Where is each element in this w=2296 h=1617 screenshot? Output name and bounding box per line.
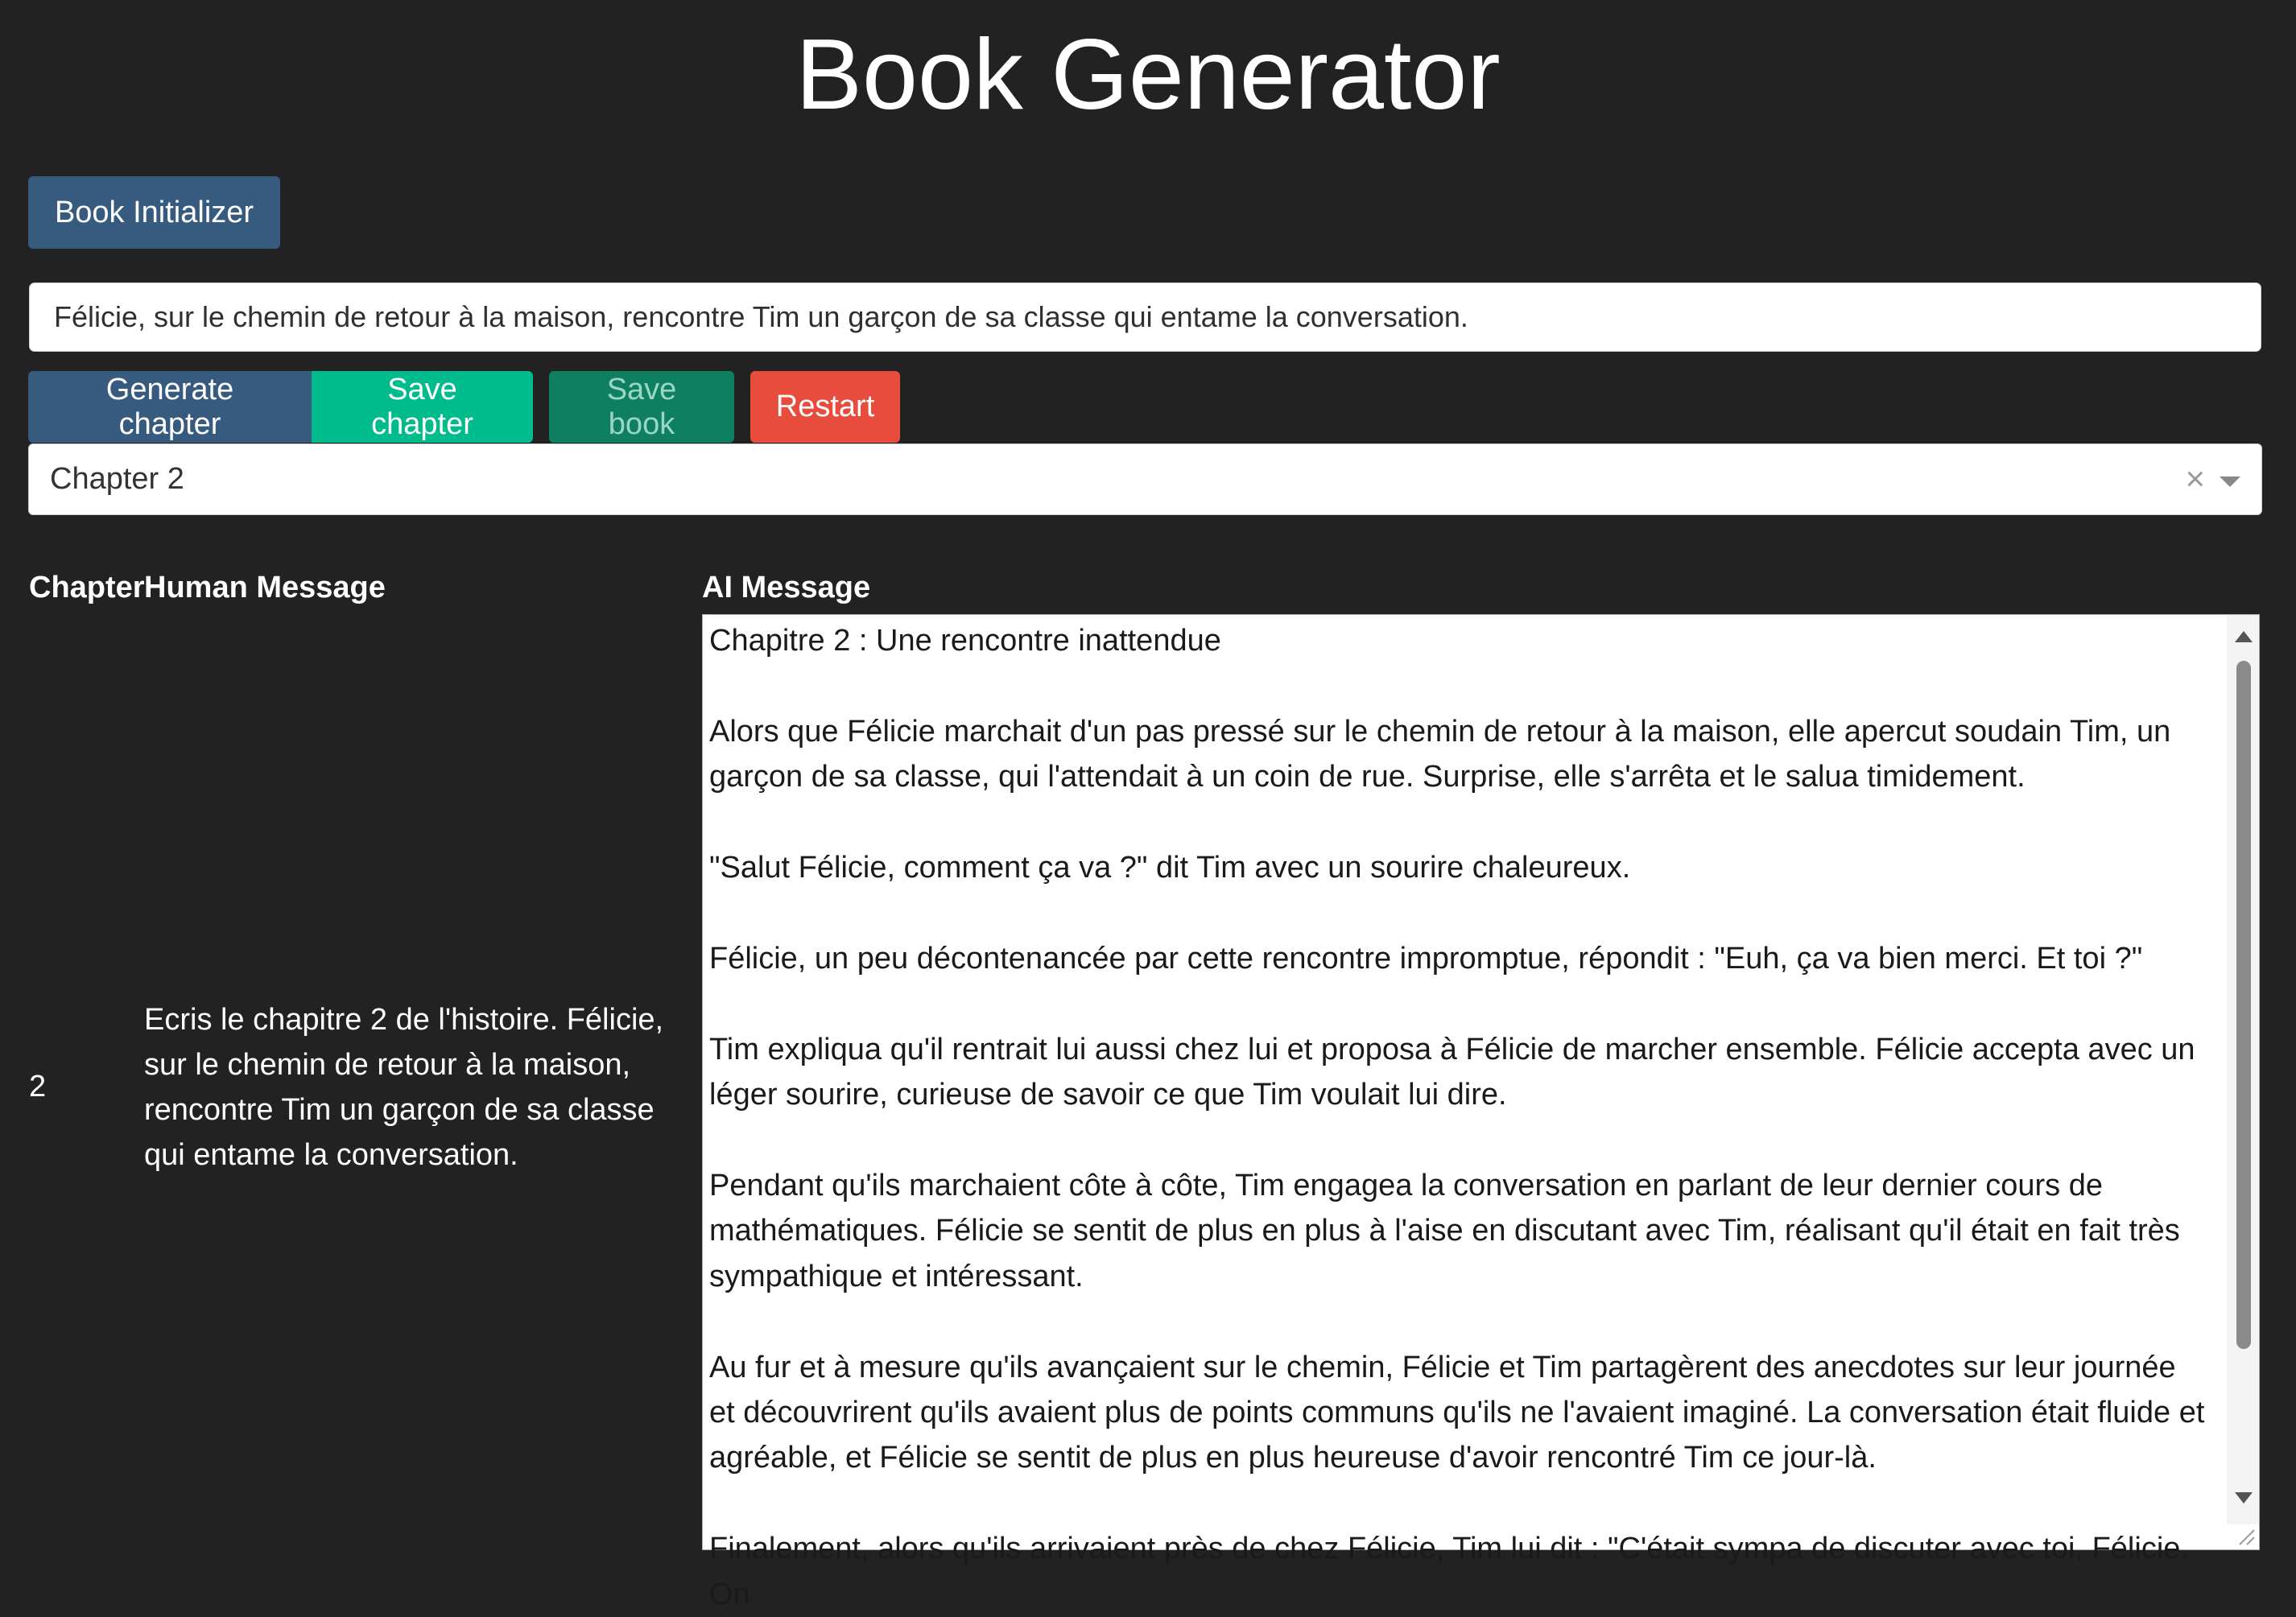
ai-message-textarea[interactable] [702,614,2260,1611]
chapter-prompt-input[interactable] [29,283,2261,352]
restart-button[interactable]: Restart [750,371,900,443]
column-header-human-message: Human Message [144,571,386,604]
vertical-scrollbar[interactable] [2227,615,2259,1524]
chevron-down-icon[interactable] [2220,476,2240,487]
chapter-select[interactable] [28,443,2262,515]
human-message-cell: Ecris le chapitre 2 de l'histoire. Félicie, sur le chemin de retour à la maison, rencontre Tim un garçon de sa classe qui entame la conversation. [144,1003,664,1172]
save-chapter-button[interactable]: Save chapter [312,371,533,443]
book-initializer-button[interactable]: Book Initializer [28,176,280,249]
chapter-number-cell: 2 [29,1070,47,1103]
page-title: Book Generator [795,19,1501,130]
column-header-ai-message: AI Message [702,571,871,604]
save-book-button[interactable]: Save book [549,371,734,443]
column-header-chapter: Chapter [29,571,145,604]
chapter-select-value: Chapter 2 [50,462,184,496]
scroll-up-arrow-icon[interactable] [2235,631,2253,642]
clear-icon[interactable]: × [2185,460,2205,497]
ai-message-text[interactable]: Chapitre 2 : Une rencontre inattendue Alors que Félicie marchait d'un pas pressé sur le chemin de retour à la maison, elle apercut soudain Tim, un garçon de sa classe, qui l'attendait à un coin de rue. Surprise, elle s'arrêta et le salua timidement. "Salut Félicie, comment ça va ?" dit Tim avec un sourire chaleureux. Félicie, un peu décontenancée par cette rencontre impromptue, répondit : "Euh, ça va bien merci. Et toi ?" Tim expliqua qu'il rentrait lui aussi chez lui et proposa à Félicie de marcher ensemble. Félicie accepta avec un léger sourire, curieuse de savoir ce que Tim voulait lui dire. Pendant qu'ils marchaient côte à côte, Tim engagea la conversation en parlant de leur dernier cours de mathématiques. Félicie se sentit de plus en plus à l'aise en discutant avec Tim, réalisant qu'il était en fait très sympathique et intéressant. Au fur et à mesure qu'ils avançaient sur le chemin, Félicie et Tim partagèrent des anecdotes sur leur journée et découvrirent qu'ils avaient plus de points communs qu'ils ne l'avaient imaginé. La conversation était fluide et agréable, et Félicie se sentit de plus en plus heureuse d'avoir rencontré Tim ce jour-là. Finalement, alors qu'ils arrivaient près de chez Félicie, Tim lui dit : "C'était sympa de discuter avec toi, Félicie. On [709,624,2205,1611]
resize-handle-icon[interactable] [2235,1525,2256,1546]
generate-chapter-button[interactable]: Generate chapter [28,371,312,443]
scroll-down-arrow-icon[interactable] [2235,1492,2253,1504]
scrollbar-thumb[interactable] [2236,661,2251,1349]
